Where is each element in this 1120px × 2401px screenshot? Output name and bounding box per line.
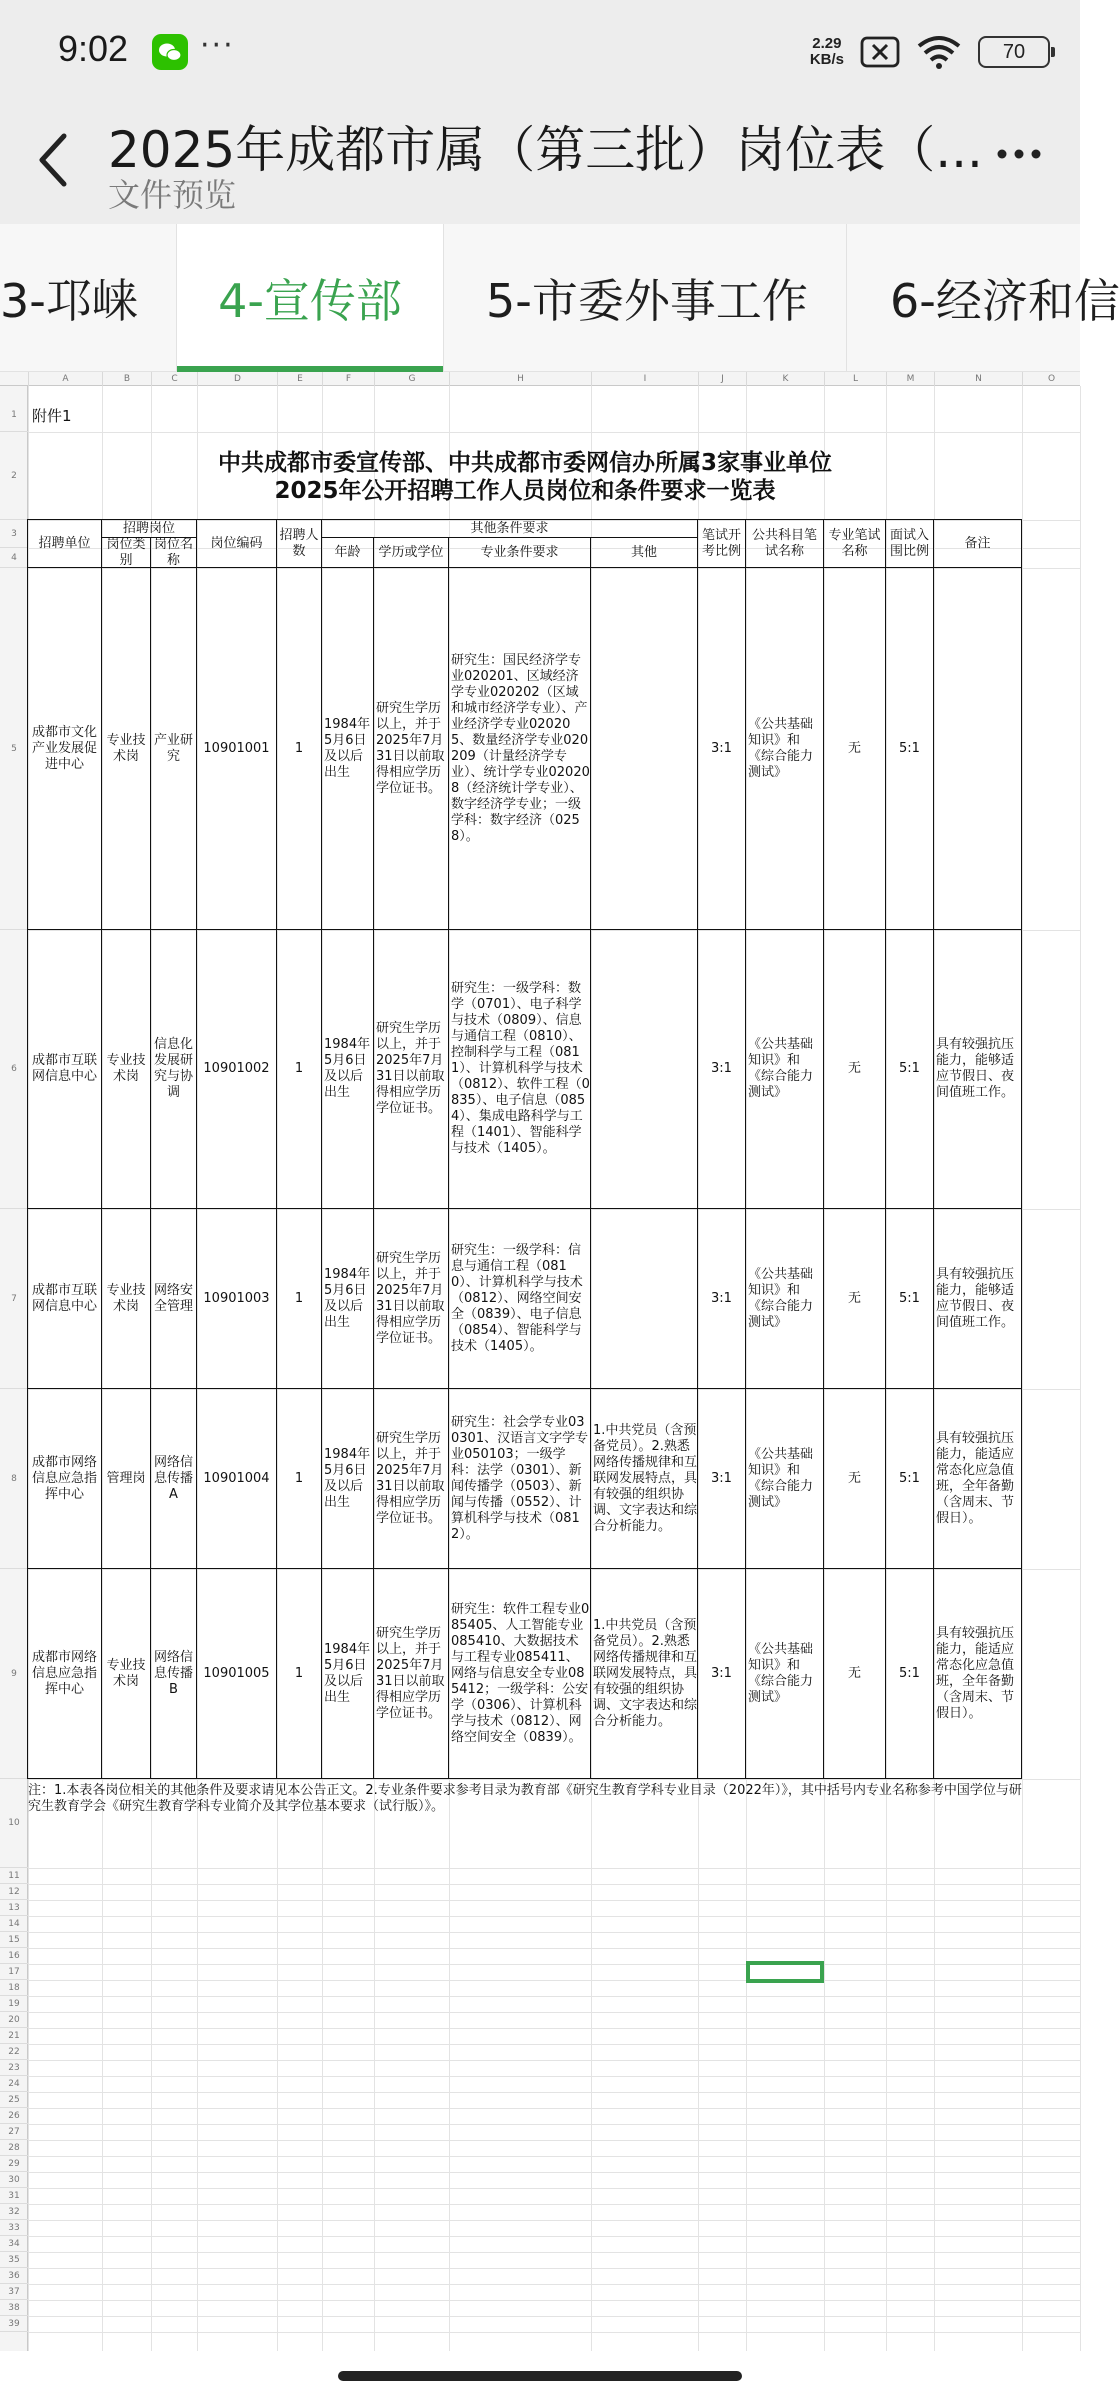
battery-icon — [978, 36, 1050, 68]
grid-line-horizontal — [28, 2284, 1080, 2285]
cell-education[interactable]: 研究生学历以上，并于2025年7月31日以前取得相应学历学位证书。 — [373, 1208, 449, 1389]
cell-ratio[interactable]: 3:1 — [697, 1208, 746, 1389]
cell-remark[interactable]: 具有较强抗压能力，能够适应节假日、夜间值班工作。 — [933, 929, 1022, 1209]
grid-line-horizontal — [28, 2124, 1080, 2125]
column-letter[interactable]: E — [277, 372, 322, 386]
cell-position-code[interactable]: 10901003 — [196, 1208, 277, 1389]
wechat-icon — [152, 34, 188, 70]
grid-line-horizontal — [28, 1932, 1080, 1933]
cell-remark[interactable] — [933, 567, 1022, 930]
grid-line-horizontal — [28, 1964, 1080, 1965]
grid-line-horizontal — [28, 1900, 1080, 1901]
grid-line-horizontal — [28, 1916, 1080, 1917]
cell-ratio[interactable]: 3:1 — [697, 1568, 746, 1779]
grid-line-horizontal — [28, 2044, 1080, 2045]
cell-education[interactable]: 研究生学历以上，并于2025年7月31日以前取得相应学历学位证书。 — [373, 567, 449, 930]
tab-6-economy[interactable]: 6-经济和信 — [890, 274, 1120, 328]
row-number[interactable]: 11 — [0, 1868, 28, 1884]
cell-remark[interactable]: 具有较强抗压能力，能适应常态化应急值班，全年备勤（含周末、节假日）。 — [933, 1388, 1022, 1569]
header-position-code[interactable]: 岗位编码 — [196, 519, 277, 568]
cell-position-code[interactable]: 10901005 — [196, 1568, 277, 1779]
cell-age[interactable]: 1984年5月6日及以后出生 — [321, 1208, 374, 1389]
cell-age[interactable]: 1984年5月6日及以后出生 — [321, 1388, 374, 1569]
row-number[interactable]: 26 — [0, 2108, 28, 2124]
status-bar — [0, 0, 1080, 100]
cell-position-name[interactable]: 网络信息传播B — [150, 1568, 197, 1779]
row-number[interactable]: 15 — [0, 1932, 28, 1948]
column-letter[interactable]: A — [28, 372, 102, 386]
cell-public-exam[interactable]: 《公共基础知识》和《综合能力测试》 — [745, 567, 824, 930]
cell-age[interactable]: 1984年5月6日及以后出生 — [321, 929, 374, 1209]
tab-4-publicity[interactable] — [176, 224, 444, 372]
cell-position-name[interactable]: 网络信息传播A — [150, 1388, 197, 1569]
cell-professional-exam[interactable]: 无 — [823, 1208, 886, 1389]
column-letter[interactable]: K — [746, 372, 824, 386]
header-interview-ratio[interactable]: 面试入围比例 — [885, 519, 934, 568]
row-number[interactable]: 39 — [0, 2316, 28, 2332]
spreadsheet-grid[interactable] — [0, 372, 1080, 2351]
cell-professional-exam[interactable]: 无 — [823, 929, 886, 1209]
header-ratio[interactable]: 笔试开考比例 — [697, 519, 746, 568]
cell-professional-exam[interactable]: 无 — [823, 1388, 886, 1569]
cell-interview-ratio[interactable]: 5:1 — [885, 567, 934, 930]
net-speed-value: 2.29 — [812, 35, 842, 52]
row-number[interactable]: 34 — [0, 2236, 28, 2252]
cell-interview-ratio[interactable]: 5:1 — [885, 929, 934, 1209]
header-position-group[interactable]: 招聘岗位 — [101, 519, 197, 538]
document-subtitle: 文件预览 — [108, 176, 237, 214]
column-letter[interactable]: M — [886, 372, 934, 386]
cell-position-name[interactable]: 网络安全管理 — [150, 1208, 197, 1389]
row-number[interactable]: 18 — [0, 1980, 28, 1996]
row-number[interactable]: 4 — [0, 548, 28, 568]
tab-3-qionglai[interactable]: 3-邛崃 — [0, 274, 138, 328]
row-number[interactable]: 12 — [0, 1884, 28, 1900]
grid-line-horizontal — [28, 2316, 1080, 2317]
cell-position-name[interactable]: 产业研究 — [150, 567, 197, 930]
row-number[interactable]: 23 — [0, 2060, 28, 2076]
cell-unit[interactable]: 成都市网络信息应急指挥中心 — [27, 1568, 102, 1779]
cell-interview-ratio[interactable]: 5:1 — [885, 1568, 934, 1779]
column-letter[interactable]: I — [591, 372, 698, 386]
grid-line-horizontal — [28, 2332, 1080, 2333]
grid-line-horizontal — [28, 2092, 1080, 2093]
back-icon[interactable] — [32, 130, 76, 190]
grid-line-horizontal — [28, 1980, 1080, 1981]
row-number[interactable]: 9 — [0, 1569, 28, 1779]
row-number[interactable]: 13 — [0, 1900, 28, 1916]
grid-line-horizontal — [28, 2076, 1080, 2077]
sheet-tabs — [0, 224, 1120, 372]
column-headers — [0, 372, 1080, 386]
cell-position-type[interactable]: 专业技术岗 — [101, 1568, 151, 1779]
title-bar — [0, 100, 1080, 224]
grid-line-horizontal — [28, 2204, 1080, 2205]
grid-line-horizontal — [28, 2252, 1080, 2253]
tab-4-label: 4-宣传部 — [218, 274, 402, 328]
cell-remark[interactable]: 具有较强抗压能力，能够适应节假日、夜间值班工作。 — [933, 1208, 1022, 1389]
cell-position-type[interactable]: 专业技术岗 — [101, 1208, 151, 1389]
row-headers — [0, 386, 28, 2351]
grid-line-horizontal — [28, 2236, 1080, 2237]
row-number[interactable]: 25 — [0, 2092, 28, 2108]
tab-5-foreign-affairs[interactable]: 5-市委外事工作 — [486, 274, 808, 328]
status-time: 9:02 — [58, 28, 129, 69]
column-letter[interactable]: O — [1022, 372, 1080, 386]
header-other-conditions[interactable]: 其他条件要求 — [321, 519, 698, 538]
grid-line-horizontal — [28, 2220, 1080, 2221]
sheet-title[interactable] — [28, 432, 1022, 521]
cell-public-exam[interactable]: 《公共基础知识》和《综合能力测试》 — [745, 1568, 824, 1779]
cell-major[interactable]: 研究生：国民经济学专业020201、区域经济学专业020202（区域和城市经济学专业）、产业经济学专业020205、数量经济学专业020209（计量经济学专业）、统计学专业020208（经济统计学专业）、数字经济学专业；一级学科：数字经济（0258）。 — [448, 567, 591, 930]
grid-line-horizontal — [28, 2012, 1080, 2013]
column-letter[interactable]: G — [374, 372, 449, 386]
cell-other[interactable] — [590, 1208, 698, 1389]
row-number[interactable]: 33 — [0, 2220, 28, 2236]
row-number[interactable]: 14 — [0, 1916, 28, 1932]
header-position-type[interactable]: 岗位类别 — [101, 537, 151, 568]
cell-position-code[interactable]: 10901004 — [196, 1388, 277, 1569]
cell-professional-exam[interactable]: 无 — [823, 567, 886, 930]
row-number[interactable]: 10 — [0, 1779, 28, 1868]
column-letter[interactable]: C — [151, 372, 197, 386]
header-major[interactable]: 专业条件要求 — [448, 537, 591, 568]
row-number[interactable]: 20 — [0, 2012, 28, 2028]
row-number[interactable]: 6 — [0, 930, 28, 1209]
cell-professional-exam[interactable]: 无 — [823, 1568, 886, 1779]
cell-position-code[interactable]: 10901001 — [196, 567, 277, 930]
row-number[interactable]: 24 — [0, 2076, 28, 2092]
cell-ratio[interactable]: 3:1 — [697, 929, 746, 1209]
row-number[interactable]: 2 — [0, 432, 28, 520]
grid-line-horizontal — [28, 1996, 1080, 1997]
row-number[interactable]: 36 — [0, 2268, 28, 2284]
more-options-icon[interactable] — [994, 144, 1044, 164]
cell-unit[interactable]: 成都市文化产业发展促进中心 — [27, 567, 102, 930]
cell-education[interactable]: 研究生学历以上，并于2025年7月31日以前取得相应学历学位证书。 — [373, 929, 449, 1209]
column-letter[interactable]: J — [698, 372, 746, 386]
cell-other[interactable] — [590, 567, 698, 930]
cell-ratio[interactable]: 3:1 — [697, 1388, 746, 1569]
status-indicators — [810, 30, 1050, 74]
cell-count[interactable]: 1 — [276, 1568, 322, 1779]
cell-count[interactable]: 1 — [276, 929, 322, 1209]
cell-remark[interactable]: 具有较强抗压能力，能适应常态化应急值班，全年备勤（含周末、节假日）。 — [933, 1568, 1022, 1779]
cell-other[interactable] — [590, 929, 698, 1209]
column-letter[interactable]: F — [322, 372, 374, 386]
row-number[interactable]: 17 — [0, 1964, 28, 1980]
cell-interview-ratio[interactable]: 5:1 — [885, 1388, 934, 1569]
battery-level: 70 — [1002, 40, 1026, 63]
selected-cell[interactable] — [746, 1961, 824, 1983]
grid-line-horizontal — [28, 2140, 1080, 2141]
row-number[interactable]: 32 — [0, 2204, 28, 2220]
sim-card-icon — [860, 35, 900, 69]
row-number[interactable]: 3 — [0, 520, 28, 548]
cell-major[interactable]: 研究生：一级学科：数学（0701）、电子科学与技术（0809）、信息与通信工程（0810）、控制科学与工程（0811）、计算机科学与技术（0812）、软件工程（0835）、电子信息（0854）、集成电路科学与工程（1401）、智能科学与技术（1405）。 — [448, 929, 591, 1209]
grid-line-horizontal — [28, 1948, 1080, 1949]
status-more-dots: ··· — [200, 28, 235, 63]
network-speed — [810, 36, 844, 68]
row-number[interactable]: 1 — [0, 398, 28, 432]
cell-position-name[interactable]: 信息化发展研究与协调 — [150, 929, 197, 1209]
cell-unit[interactable]: 成都市网络信息应急指挥中心 — [27, 1388, 102, 1569]
grid-line-vertical — [1022, 386, 1023, 2351]
column-letter[interactable]: L — [824, 372, 886, 386]
cell-count[interactable]: 1 — [276, 567, 322, 930]
grid-line-horizontal — [28, 2172, 1080, 2173]
cell-unit[interactable]: 成都市互联网信息中心 — [27, 1208, 102, 1389]
cell-position-type[interactable]: 专业技术岗 — [101, 929, 151, 1209]
row-number[interactable]: 29 — [0, 2156, 28, 2172]
header-unit[interactable]: 招聘单位 — [27, 519, 102, 568]
row-number[interactable]: 16 — [0, 1948, 28, 1964]
cell-public-exam[interactable]: 《公共基础知识》和《综合能力测试》 — [745, 1388, 824, 1569]
grid-line-horizontal — [28, 2188, 1080, 2189]
document-title: 2025年成都市属（第三批）岗位表（... — [108, 121, 983, 179]
row-number[interactable]: 31 — [0, 2188, 28, 2204]
cell-education[interactable]: 研究生学历以上，并于2025年7月31日以前取得相应学历学位证书。 — [373, 1388, 449, 1569]
tab-separator — [846, 224, 847, 372]
row-number[interactable]: 7 — [0, 1209, 28, 1389]
cell-unit[interactable]: 成都市互联网信息中心 — [27, 929, 102, 1209]
row-number[interactable]: 38 — [0, 2300, 28, 2316]
row-number[interactable]: 27 — [0, 2124, 28, 2140]
net-speed-unit: KB/s — [809, 51, 844, 68]
header-public-exam[interactable]: 公共科目笔试名称 — [745, 519, 824, 568]
grid-line-horizontal — [28, 2060, 1080, 2061]
cell-interview-ratio[interactable]: 5:1 — [885, 1208, 934, 1389]
cell-position-type[interactable]: 专业技术岗 — [101, 567, 151, 930]
column-letter[interactable]: D — [197, 372, 277, 386]
row-number[interactable]: 21 — [0, 2028, 28, 2044]
cell-major[interactable]: 研究生：软件工程专业085405、人工智能专业085410、大数据技术与工程专业085411、网络与信息安全专业085412；一级学科：公安学（0306）、计算机科学与技术（0812）、网络空间安全（0839）。 — [448, 1568, 591, 1779]
row-number[interactable]: 5 — [0, 568, 28, 930]
row-number[interactable]: 35 — [0, 2252, 28, 2268]
table-footnote[interactable]: 注：1.本表各岗位相关的其他条件及要求请见本公告正文。2.专业条件要求参考目录为教育部《研究生教育学科专业目录（2022年）》，其中括号内专业名称参考中国学位与研究生教育学会《研究生教育学科专业简介及其学位基本要求（试行版）》。 — [28, 1783, 1022, 1814]
grid-line-horizontal — [28, 2268, 1080, 2269]
cell-age[interactable]: 1984年5月6日及以后出生 — [321, 1568, 374, 1779]
row-number[interactable]: 37 — [0, 2284, 28, 2300]
cell-other[interactable]: 1.中共党员（含预备党员）。2.熟悉网络传播规律和互联网发展特点，具有较强的组织协调、文字表达和综合分析能力。 — [590, 1568, 698, 1779]
header-other[interactable]: 其他 — [590, 537, 698, 568]
column-letter[interactable]: B — [102, 372, 151, 386]
cell-other[interactable]: 1.中共党员（含预备党员）。2.熟悉网络传播规律和互联网发展特点，具有较强的组织协调、文字表达和综合分析能力。 — [590, 1388, 698, 1569]
cell-public-exam[interactable]: 《公共基础知识》和《综合能力测试》 — [745, 1208, 824, 1389]
grid-line-horizontal — [28, 2108, 1080, 2109]
header-count[interactable]: 招聘人数 — [276, 519, 322, 568]
cell-education[interactable]: 研究生学历以上，并于2025年7月31日以前取得相应学历学位证书。 — [373, 1568, 449, 1779]
column-letter[interactable]: H — [449, 372, 591, 386]
cell-count[interactable]: 1 — [276, 1388, 322, 1569]
column-letter[interactable]: N — [934, 372, 1022, 386]
sheet-title-line2: 2025年公开招聘工作人员岗位和条件要求一览表 — [274, 477, 776, 504]
grid-line-horizontal — [28, 2300, 1080, 2301]
row-number[interactable]: 8 — [0, 1389, 28, 1569]
cell-position-code[interactable]: 10901002 — [196, 929, 277, 1209]
cell-major[interactable]: 研究生：一级学科：信息与通信工程（0810）、计算机科学与技术（0812）、网络空间安全（0839）、电子信息（0854）、智能科学与技术（1405）。 — [448, 1208, 591, 1389]
grid-line-vertical — [1080, 386, 1081, 2351]
header-remark[interactable]: 备注 — [933, 519, 1022, 568]
header-education[interactable]: 学历或学位 — [373, 537, 449, 568]
cell-public-exam[interactable]: 《公共基础知识》和《综合能力测试》 — [745, 929, 824, 1209]
wifi-icon — [916, 34, 962, 70]
cell-ratio[interactable]: 3:1 — [697, 567, 746, 930]
cell-position-type[interactable]: 管理岗 — [101, 1388, 151, 1569]
header-position-name[interactable]: 岗位名称 — [150, 537, 197, 568]
grid-line-horizontal — [28, 1884, 1080, 1885]
cell-age[interactable]: 1984年5月6日及以后出生 — [321, 567, 374, 930]
header-age[interactable]: 年龄 — [321, 537, 374, 568]
row-number[interactable]: 19 — [0, 1996, 28, 2012]
attachment-label[interactable]: 附件1 — [32, 406, 72, 425]
home-indicator[interactable] — [338, 2371, 742, 2381]
grid-line-horizontal — [28, 2028, 1080, 2029]
row-number[interactable]: 28 — [0, 2140, 28, 2156]
grid-line-horizontal — [28, 2156, 1080, 2157]
row-number[interactable]: 30 — [0, 2172, 28, 2188]
row-number[interactable]: 22 — [0, 2044, 28, 2060]
header-professional-exam[interactable]: 专业笔试名称 — [823, 519, 886, 568]
sheet-title-line1: 中共成都市委宣传部、中共成都市委网信办所属3家事业单位 — [217, 449, 832, 476]
cell-major[interactable]: 研究生：社会学专业030301、汉语言文字学专业050103；一级学科：法学（0301）、新闻传播学（0503）、新闻与传播（0552）、计算机科学与技术（0812）。 — [448, 1388, 591, 1569]
cell-count[interactable]: 1 — [276, 1208, 322, 1389]
